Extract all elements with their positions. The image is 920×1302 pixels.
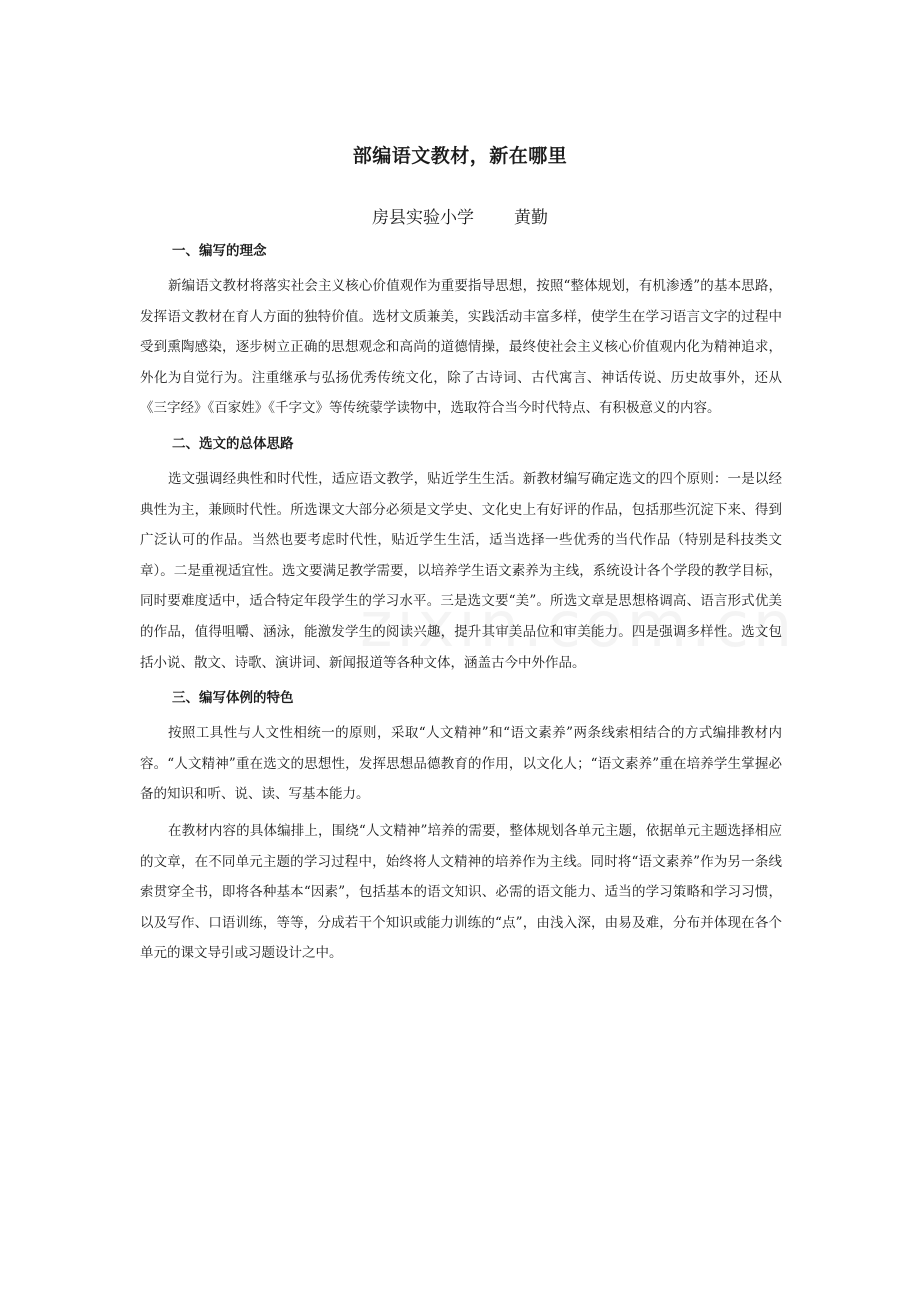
paragraph: 在教材内容的具体编排上，围绕“人文精神”培养的需要，整体规划各单元主题，依据单元主题选择相应的文章，在不同单元主题的学习过程中，始终将人文精神的培养作为主线。同时将“语文素养”作为另一条线索贯穿全书，即将各种基本“因素”，包括基本的语文知识、必需的语文能力、适当的学习策略和学习习惯，以及写作、口语训练，等等，分成若干个知识或能力训练的“点”，由浅入深，由易及难，分布并体现在各个单元的课文导引或习题设计之中。 (140, 822, 782, 962)
document-body (140, 237, 782, 975)
section-heading: 三、编写体例的特色 (172, 690, 294, 707)
section-heading: 一、编写的理念 (172, 243, 267, 259)
section (140, 237, 782, 424)
school-name: 房县实验小学 (372, 208, 474, 228)
paragraph: 选文强调经典性和时代性，适应语文教学，贴近学生生活。新教材编写确定选文的四个原则：一是以经典性为主，兼顾时代性。所选课文大部分必须是文学史、文化史上有好评的作品，包括那些沉淀下来、得到广泛认可的作品。当然也要考虑时代性，贴近学生生活，适当选择一些优秀的当代作品（特别是科技类文章）。二是重视适宜性。选文要满足教学需要，以培养学生语文素养为主线，系统设计各个学段的教学目标，同时要难度适中，适合特定年段学生的学习水平。三是选文要“美”。所选文章是思想格调高、语言形式优美的作品，值得咀嚼、涵泳，能激发学生的阅读兴趣，提升其审美品位和审美能力。四是强调多样性。选文包括小说、散文、诗歌、演讲词、新闻报道等各种文体，涵盖古今中外作品。 (140, 470, 782, 671)
section (140, 684, 782, 969)
section (140, 430, 782, 678)
byline (0, 203, 920, 228)
paragraph: 按照工具性与人文性相统一的原则，采取“人文精神”和“语文素养”两条线索相结合的方式编排教材内容。“人文精神”重在选文的思想性，发挥思想品德教育的作用，以文化人；“语文素养”重在培养学生掌握必备的知识和听、说、读、写基本能力。 (140, 725, 782, 803)
section-heading: 二、选文的总体思路 (172, 435, 294, 452)
paragraph: 新编语文教材将落实社会主义核心价值观作为重要指导思想，按照“整体规划，有机渗透”的基本思路，发挥语文教材在育人方面的独特价值。选材文质兼美，实践活动丰富多样，使学生在学习语言文字的过程中受到熏陶感染，逐步树立正确的思想观念和高尚的道德情操，最终使社会主义核心价值观内化为精神追求，外化为自觉行为。注重继承与弘扬优秀传统文化，除了古诗词、古代寓言、神话传说、历史故事外，还从《三字经》《百家姓》《千字文》等传统蒙学读物中，选取符合当今时代特点、有积极意义的内容。 (140, 278, 782, 417)
document-title: 部编语文教材，新在哪里 (352, 145, 568, 167)
author-name: 黄勤 (514, 208, 548, 228)
